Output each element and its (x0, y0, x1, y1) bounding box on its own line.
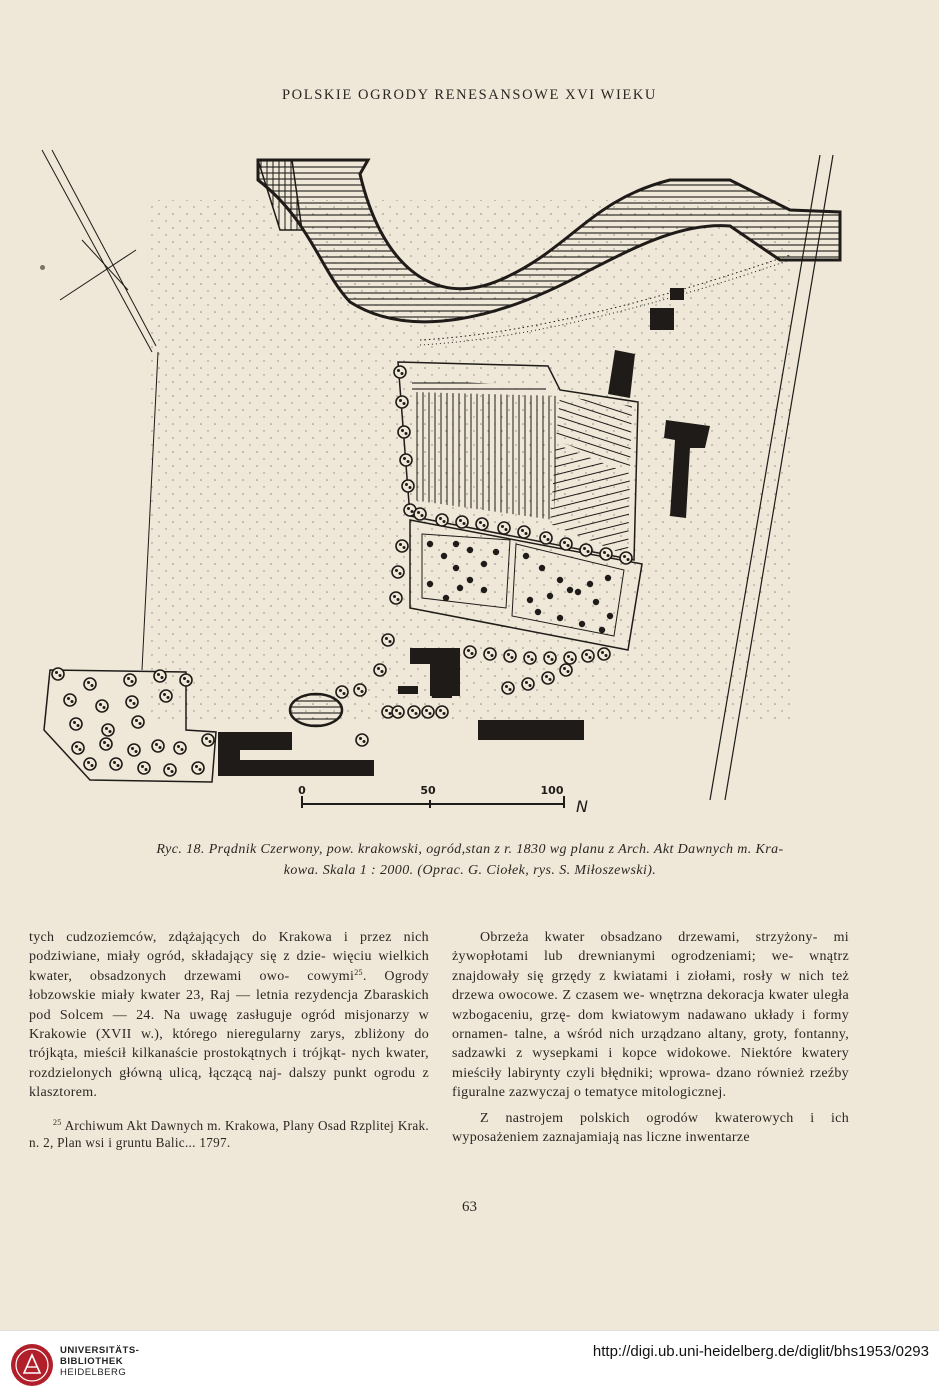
left-text-column (29, 928, 429, 1151)
north-mark: N (576, 797, 588, 816)
library-name (60, 1345, 139, 1378)
left-paragraph (29, 928, 429, 1103)
footnote-number: 25 (53, 1117, 62, 1127)
library-name-line-2: BIBLIOTHEK (60, 1356, 124, 1367)
footnote-text: Archiwum Akt Dawnych m. Krakowa, Plany Osad Rzplitej Krak. n. 2, Plan wsi i gruntu Balic... 1797. (29, 1117, 429, 1150)
caption-line-2: kowa. Skala 1 : 2000. (Oprac. G. Ciołek, rys. S. Miłoszewski). (283, 863, 657, 878)
library-name-line-3: HEIDELBERG (60, 1367, 127, 1378)
running-head: POLSKIE OGRODY RENESANSOWE XVI WIEKU (282, 87, 657, 103)
footnote (29, 1117, 429, 1151)
left-paragraph-text: tych cudzoziemców, zdążających do Krakowa i przez nich podziwiane, miały ogród, składający się z dzie- więciu wielkich kwater, obsadzonych drzewami owo- cowymi (29, 930, 429, 984)
page-number: 63 (462, 1199, 477, 1215)
caption-line-1: Ryc. 18. Prądnik Czerwony, pow. krakowski, ogród,stan z r. 1830 wg planu z Arch. Akt Dawnych m. Kra- (156, 842, 784, 857)
garden-plan-drawing (30, 140, 850, 830)
scale-label-0: 0 (298, 784, 306, 797)
scale-bar (298, 784, 588, 816)
right-paragraph-2: Z nastrojem polskich ogrodów kwaterowych i ich wyposażeniem zaznajamiają nas liczne inwentarze (452, 1110, 849, 1146)
library-footer (0, 1330, 939, 1399)
right-paragraph-1: Obrzeża kwater obsadzano drzewami, strzyżony- mi żywopłotami lub drewnianymi ogrodzeniami; we- wnątrz znajdowały się grzędy z kwiatami i ziołami, rosły w nich też drzewa owocowe. Z czasem we- wnętrzna dekoracja kwater uległa wzbogaceniu, grzę- dom kwiatowym nadawano układy i formy ornamen- talne, a wśród nich urządzano altany, groty, fontanny, sadzawki z wysepkami i kopce widokowe. Niektóre kwatery mieściły labirynty czyli błędniki; wprowa- dzano również rzeźby figuralne zazwyczaj o tematyce mitologicznej. (452, 930, 849, 1101)
scale-label-50: 50 (420, 784, 436, 797)
scale-label-100: 100 (540, 784, 564, 797)
right-text-column (452, 928, 849, 1147)
library-name-line-1: UNIVERSITÄTS- (60, 1345, 140, 1356)
permalink[interactable]: http://digi.ub.uni-heidelberg.de/diglit/bhs1953/0293 (592, 1343, 929, 1360)
footnote-reference: 25 (354, 967, 363, 977)
figure-caption (60, 839, 880, 881)
garden-plan-figure (30, 140, 850, 830)
left-paragraph-continued: . Ogrody łobzowskie miały kwater 23, Raj — letnia rezydencja Zbaraskich pod Solcem — 24. Na uwagę zasługuje ogród misjonarzy w Krakowie (XVII w.), którego nieregularny zarys, zbliżony do trójkąta, mieścił kilkanaście prostokątnych i trójkąt- nych kwater, rozdzielonych główną ulicą, łączącą naj- dalszy punkt ogrodu z klasztorem. (29, 968, 429, 1101)
university-seal-icon[interactable] (10, 1343, 54, 1387)
